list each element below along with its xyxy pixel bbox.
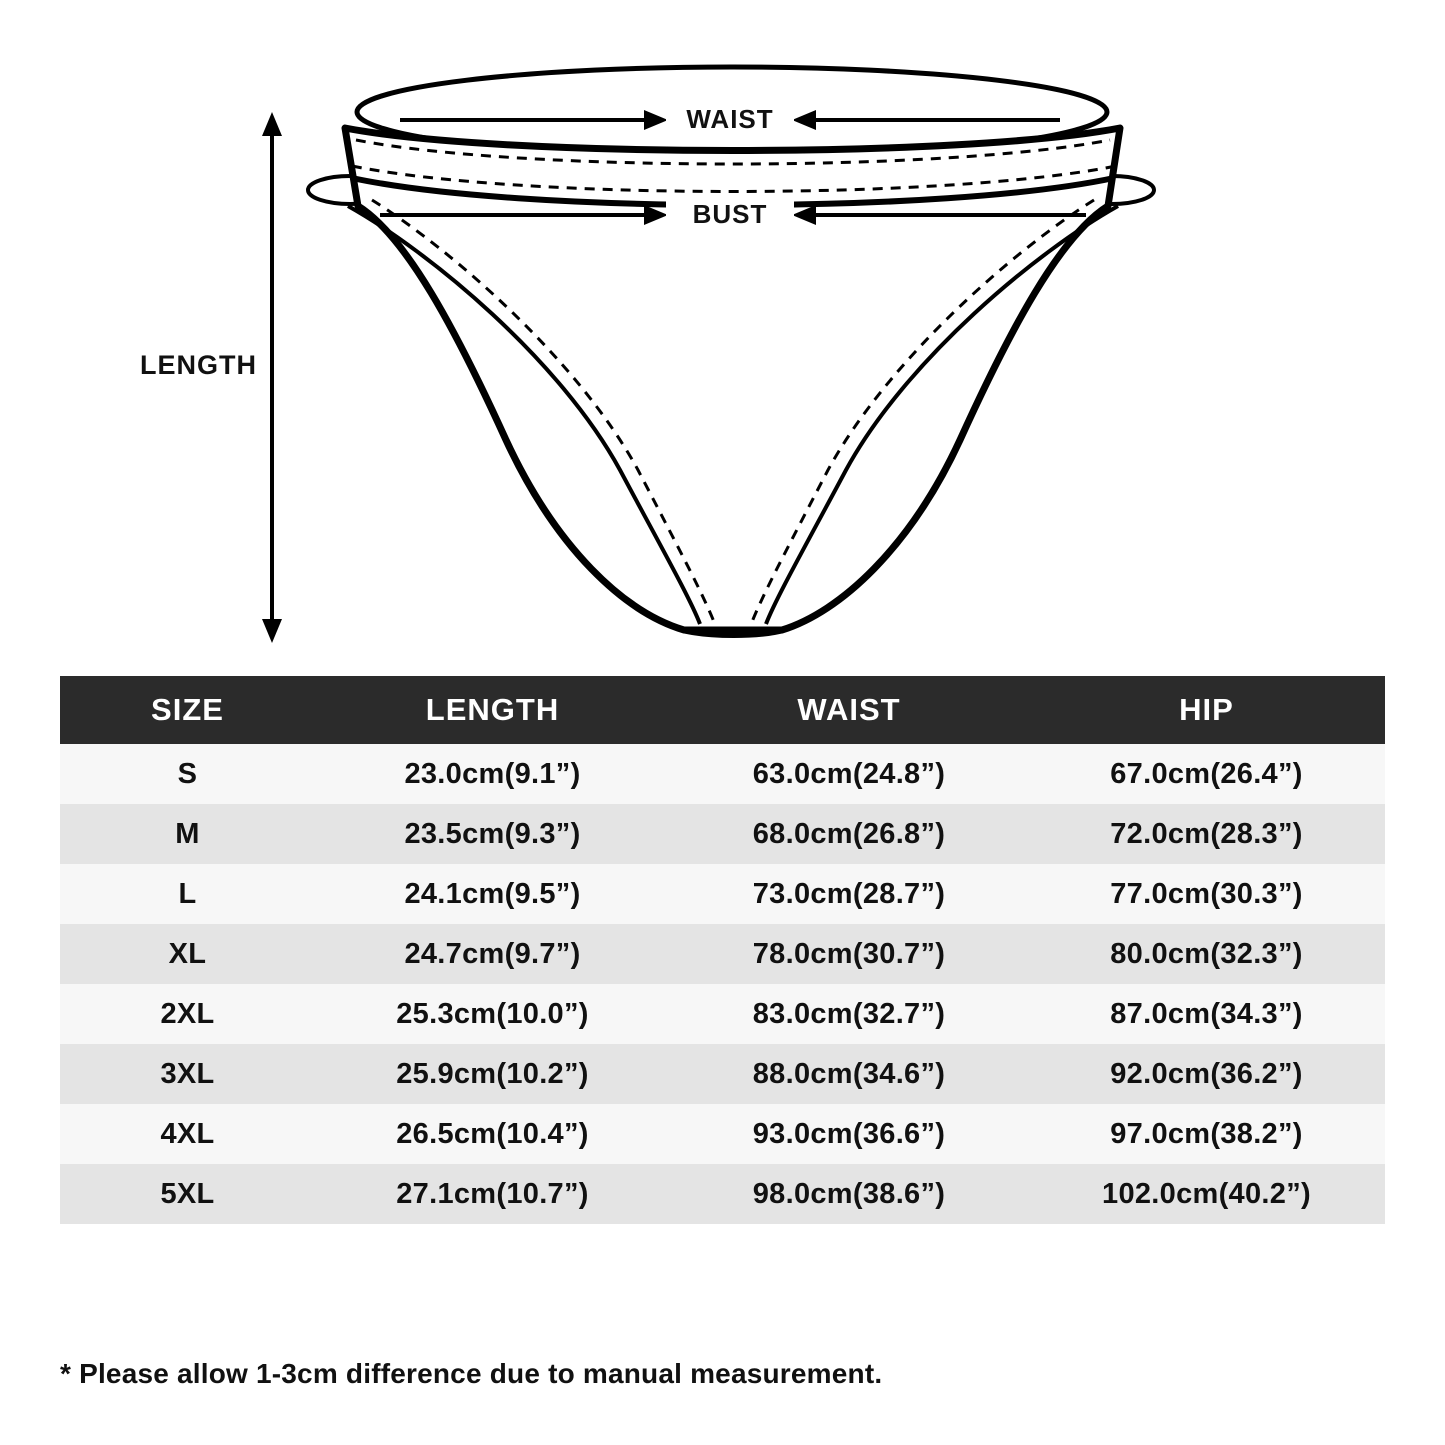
cell-length: 25.3cm(10.0”) — [315, 984, 670, 1044]
cell-waist: 93.0cm(36.6”) — [670, 1104, 1028, 1164]
cell-hip: 87.0cm(34.3”) — [1028, 984, 1385, 1044]
header-length: LENGTH — [315, 676, 670, 744]
table-row — [60, 864, 1385, 924]
cell-waist: 88.0cm(34.6”) — [670, 1044, 1028, 1104]
cell-length: 24.7cm(9.7”) — [315, 924, 670, 984]
cell-size: 2XL — [60, 984, 315, 1044]
table-header-row — [60, 676, 1385, 744]
table-row — [60, 1104, 1385, 1164]
cell-size: 5XL — [60, 1164, 315, 1224]
cell-length: 23.5cm(9.3”) — [315, 804, 670, 864]
cell-size: M — [60, 804, 315, 864]
measurement-note: * Please allow 1-3cm difference due to manual measurement. — [60, 1358, 883, 1389]
cell-waist: 73.0cm(28.7”) — [670, 864, 1028, 924]
cell-size: S — [60, 744, 315, 804]
header-hip: HIP — [1028, 676, 1385, 744]
table-row — [60, 1164, 1385, 1224]
table-row — [60, 924, 1385, 984]
cell-size: L — [60, 864, 315, 924]
garment-illustration — [0, 0, 1445, 660]
table-head — [60, 676, 1385, 744]
cell-hip: 67.0cm(26.4”) — [1028, 744, 1385, 804]
garment-diagram — [0, 0, 1445, 660]
cell-waist: 63.0cm(24.8”) — [670, 744, 1028, 804]
cell-size: XL — [60, 924, 315, 984]
length-dimension-arrow — [262, 112, 282, 643]
size-table — [60, 676, 1385, 1224]
cell-length: 27.1cm(10.7”) — [315, 1164, 670, 1224]
header-size: SIZE — [60, 676, 315, 744]
cell-hip: 102.0cm(40.2”) — [1028, 1164, 1385, 1224]
cell-hip: 92.0cm(36.2”) — [1028, 1044, 1385, 1104]
header-waist: WAIST — [670, 676, 1028, 744]
cell-hip: 72.0cm(28.3”) — [1028, 804, 1385, 864]
table-body — [60, 744, 1385, 1224]
cell-size: 4XL — [60, 1104, 315, 1164]
table-row — [60, 744, 1385, 804]
table-row — [60, 984, 1385, 1044]
cell-waist: 98.0cm(38.6”) — [670, 1164, 1028, 1224]
length-label: LENGTH — [140, 350, 257, 380]
size-table-container — [60, 676, 1385, 1224]
table-row — [60, 1044, 1385, 1104]
cell-waist: 78.0cm(30.7”) — [670, 924, 1028, 984]
waist-label: WAIST — [686, 104, 774, 134]
cell-length: 24.1cm(9.5”) — [315, 864, 670, 924]
cell-size: 3XL — [60, 1044, 315, 1104]
cell-waist: 68.0cm(26.8”) — [670, 804, 1028, 864]
cell-length: 26.5cm(10.4”) — [315, 1104, 670, 1164]
table-row — [60, 804, 1385, 864]
cell-length: 25.9cm(10.2”) — [315, 1044, 670, 1104]
cell-hip: 77.0cm(30.3”) — [1028, 864, 1385, 924]
cell-length: 23.0cm(9.1”) — [315, 744, 670, 804]
cell-hip: 80.0cm(32.3”) — [1028, 924, 1385, 984]
bust-label: BUST — [692, 199, 768, 229]
cell-hip: 97.0cm(38.2”) — [1028, 1104, 1385, 1164]
cell-waist: 83.0cm(32.7”) — [670, 984, 1028, 1044]
